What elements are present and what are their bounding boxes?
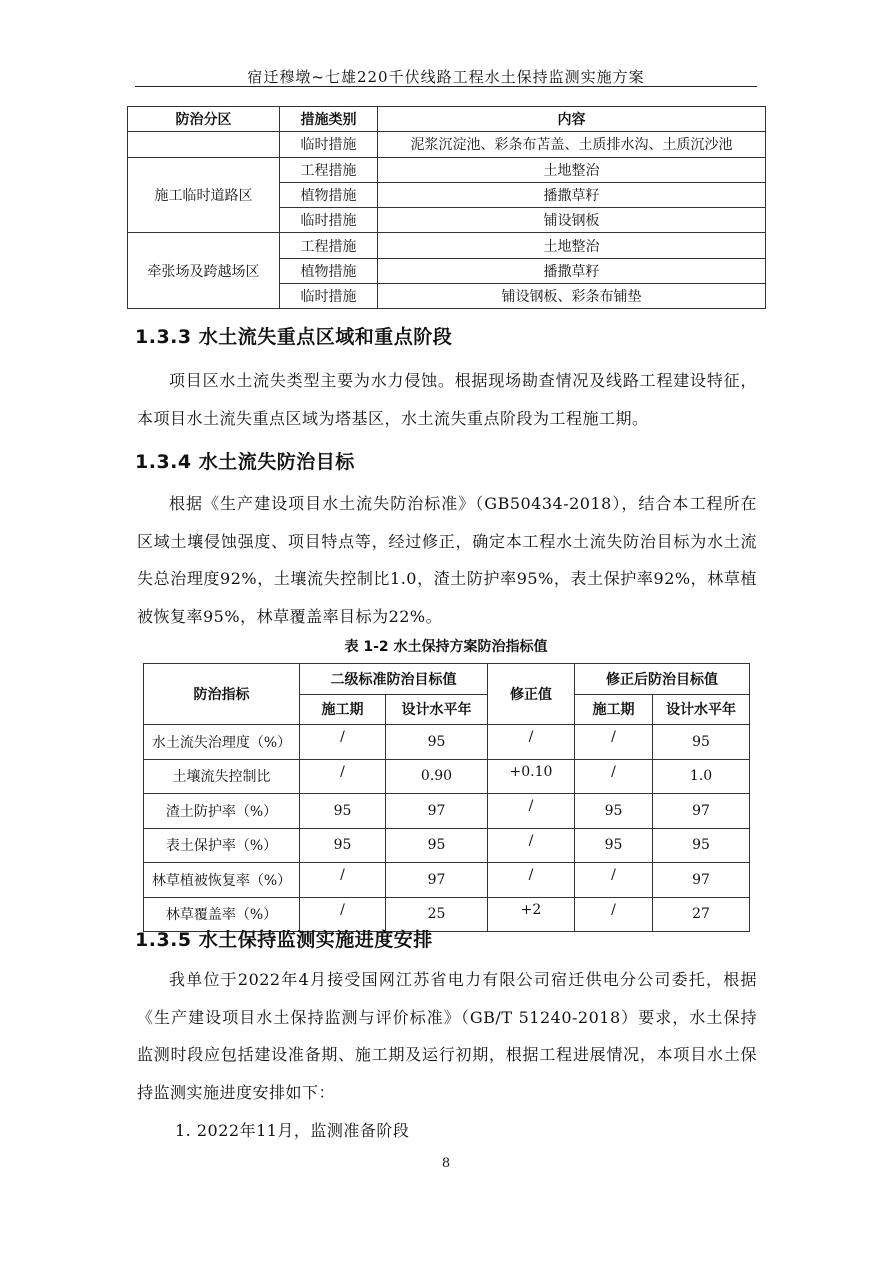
table-cell: / <box>575 759 653 794</box>
table-header-cell: 措施类别 <box>280 107 378 132</box>
table-row <box>128 157 766 182</box>
table-row <box>128 233 766 258</box>
table-cell-empty <box>128 132 280 157</box>
table-cell: 95 <box>575 828 653 863</box>
table-cell: 林草植被恢复率（%） <box>144 863 300 898</box>
table-cell: +0.10 <box>488 759 575 794</box>
targets-table <box>143 663 750 932</box>
section-heading-1-3-4: 1.3.4 水土流失防治目标 <box>135 451 355 473</box>
table-row <box>144 725 750 760</box>
page-number: 8 <box>441 1156 451 1171</box>
table-header-cell: 施工期 <box>300 694 386 725</box>
zone-cell: 牵张场及跨越场区 <box>128 233 280 309</box>
zone-cell: 施工临时道路区 <box>128 157 280 233</box>
table-cell: 95 <box>386 828 488 863</box>
table-cell: 临时措施 <box>280 132 378 157</box>
header-rule <box>135 86 757 87</box>
section-paragraph-1-3-4: 根据《生产建设项目水土流失防治标准》（GB50434-2018），结合本工程所在区域土壤侵蚀强度、项目特点等，经过修正，确定本工程水土流失防治目标为水土流失总治理度92%，土壤流失控制比1.0，渣土防护率95%，表土保护率92%，林草植被恢复率95%，林草覆盖率目标为22%。 <box>137 494 757 626</box>
table-header-cell: 设计水平年 <box>386 694 488 725</box>
table-cell: 95 <box>386 725 488 760</box>
table-header-row <box>128 107 766 132</box>
table-cell: 97 <box>386 863 488 898</box>
table-cell: 铺设钢板、彩条布铺垫 <box>378 284 766 309</box>
table-cell: 林草覆盖率（%） <box>144 897 300 932</box>
schedule-list-item: 1. 2022年11月，监测准备阶段 <box>175 1121 410 1140</box>
table-cell: 97 <box>386 794 488 829</box>
table-cell: / <box>488 794 575 829</box>
table-cell: 95 <box>653 828 750 863</box>
table-cell: 97 <box>653 794 750 829</box>
table-row <box>144 863 750 898</box>
table-cell: 水土流失治理度（%） <box>144 725 300 760</box>
table-row <box>144 759 750 794</box>
table-cell: / <box>488 863 575 898</box>
table-cell: / <box>488 828 575 863</box>
table-cell: 25 <box>386 897 488 932</box>
table-cell: / <box>575 725 653 760</box>
table-header-row <box>144 664 750 695</box>
table-cell: 播撒草籽 <box>378 182 766 207</box>
table-caption: 表 1-2 水土保持方案防治指标值 <box>344 639 548 655</box>
section-paragraph-1-3-3: 项目区水土流失类型主要为水力侵蚀。根据现场勘查情况及线路工程建设特征，本项目水土流失重点区域为塔基区，水土流失重点阶段为工程施工期。 <box>137 371 757 428</box>
table-header-cell: 防治分区 <box>128 107 280 132</box>
table-cell: / <box>300 725 386 760</box>
table-cell: 临时措施 <box>280 284 378 309</box>
table-row <box>128 132 766 157</box>
table-cell: 植物措施 <box>280 182 378 207</box>
table-cell: +2 <box>488 897 575 932</box>
table-cell: 土地整治 <box>378 233 766 258</box>
table-cell: 渣土防护率（%） <box>144 794 300 829</box>
table-row <box>144 794 750 829</box>
table-cell: 临时措施 <box>280 208 378 233</box>
running-header: 宿迁穆墩~七雄220千伏线路工程水土保持监测实施方案 <box>247 68 645 86</box>
table-header-cell: 设计水平年 <box>653 694 750 725</box>
table-cell: 工程措施 <box>280 233 378 258</box>
table-cell: 植物措施 <box>280 258 378 283</box>
measures-table <box>127 106 766 309</box>
table-cell: / <box>300 759 386 794</box>
section-paragraph-1-3-5: 我单位于2022年4月接受国网江苏省电力有限公司宿迁供电分公司委托，根据《生产建设项目水土保持监测与评价标准》（GB/T 51240-2018）要求，水土保持监测时段应包括建设准备期、施工期及运行初期，根据工程进展情况，本项目水土保持监测实施进度安排如下： <box>137 970 757 1102</box>
table-cell: 表土保护率（%） <box>144 828 300 863</box>
table-cell: 95 <box>300 828 386 863</box>
table-header-cell: 内容 <box>378 107 766 132</box>
table-cell: / <box>300 863 386 898</box>
table-cell: 泥浆沉淀池、彩条布苫盖、土质排水沟、土质沉沙池 <box>378 132 766 157</box>
table-cell: 95 <box>653 725 750 760</box>
table-cell: 95 <box>575 794 653 829</box>
table-header-cell: 施工期 <box>575 694 653 725</box>
table-cell: 27 <box>653 897 750 932</box>
table-header-cell: 修正后防治目标值 <box>575 664 750 695</box>
table-cell: 播撒草籽 <box>378 258 766 283</box>
table-cell: 0.90 <box>386 759 488 794</box>
table-cell: 1.0 <box>653 759 750 794</box>
table-row <box>144 828 750 863</box>
table-cell: / <box>575 897 653 932</box>
table-cell: 土地整治 <box>378 157 766 182</box>
table-cell: 土壤流失控制比 <box>144 759 300 794</box>
table-cell: / <box>575 863 653 898</box>
table-header-cell: 修正值 <box>488 664 575 725</box>
table-header-cell: 二级标准防治目标值 <box>300 664 488 695</box>
section-heading-1-3-3: 1.3.3 水土流失重点区域和重点阶段 <box>135 326 453 348</box>
table-cell: / <box>488 725 575 760</box>
table-cell: 工程措施 <box>280 157 378 182</box>
table-cell: 97 <box>653 863 750 898</box>
table-cell: 铺设钢板 <box>378 208 766 233</box>
section-heading-1-3-5: 1.3.5 水土保持监测实施进度安排 <box>135 929 433 951</box>
table-header-cell: 防治指标 <box>144 664 300 725</box>
table-cell: 95 <box>300 794 386 829</box>
table-cell: / <box>300 897 386 932</box>
